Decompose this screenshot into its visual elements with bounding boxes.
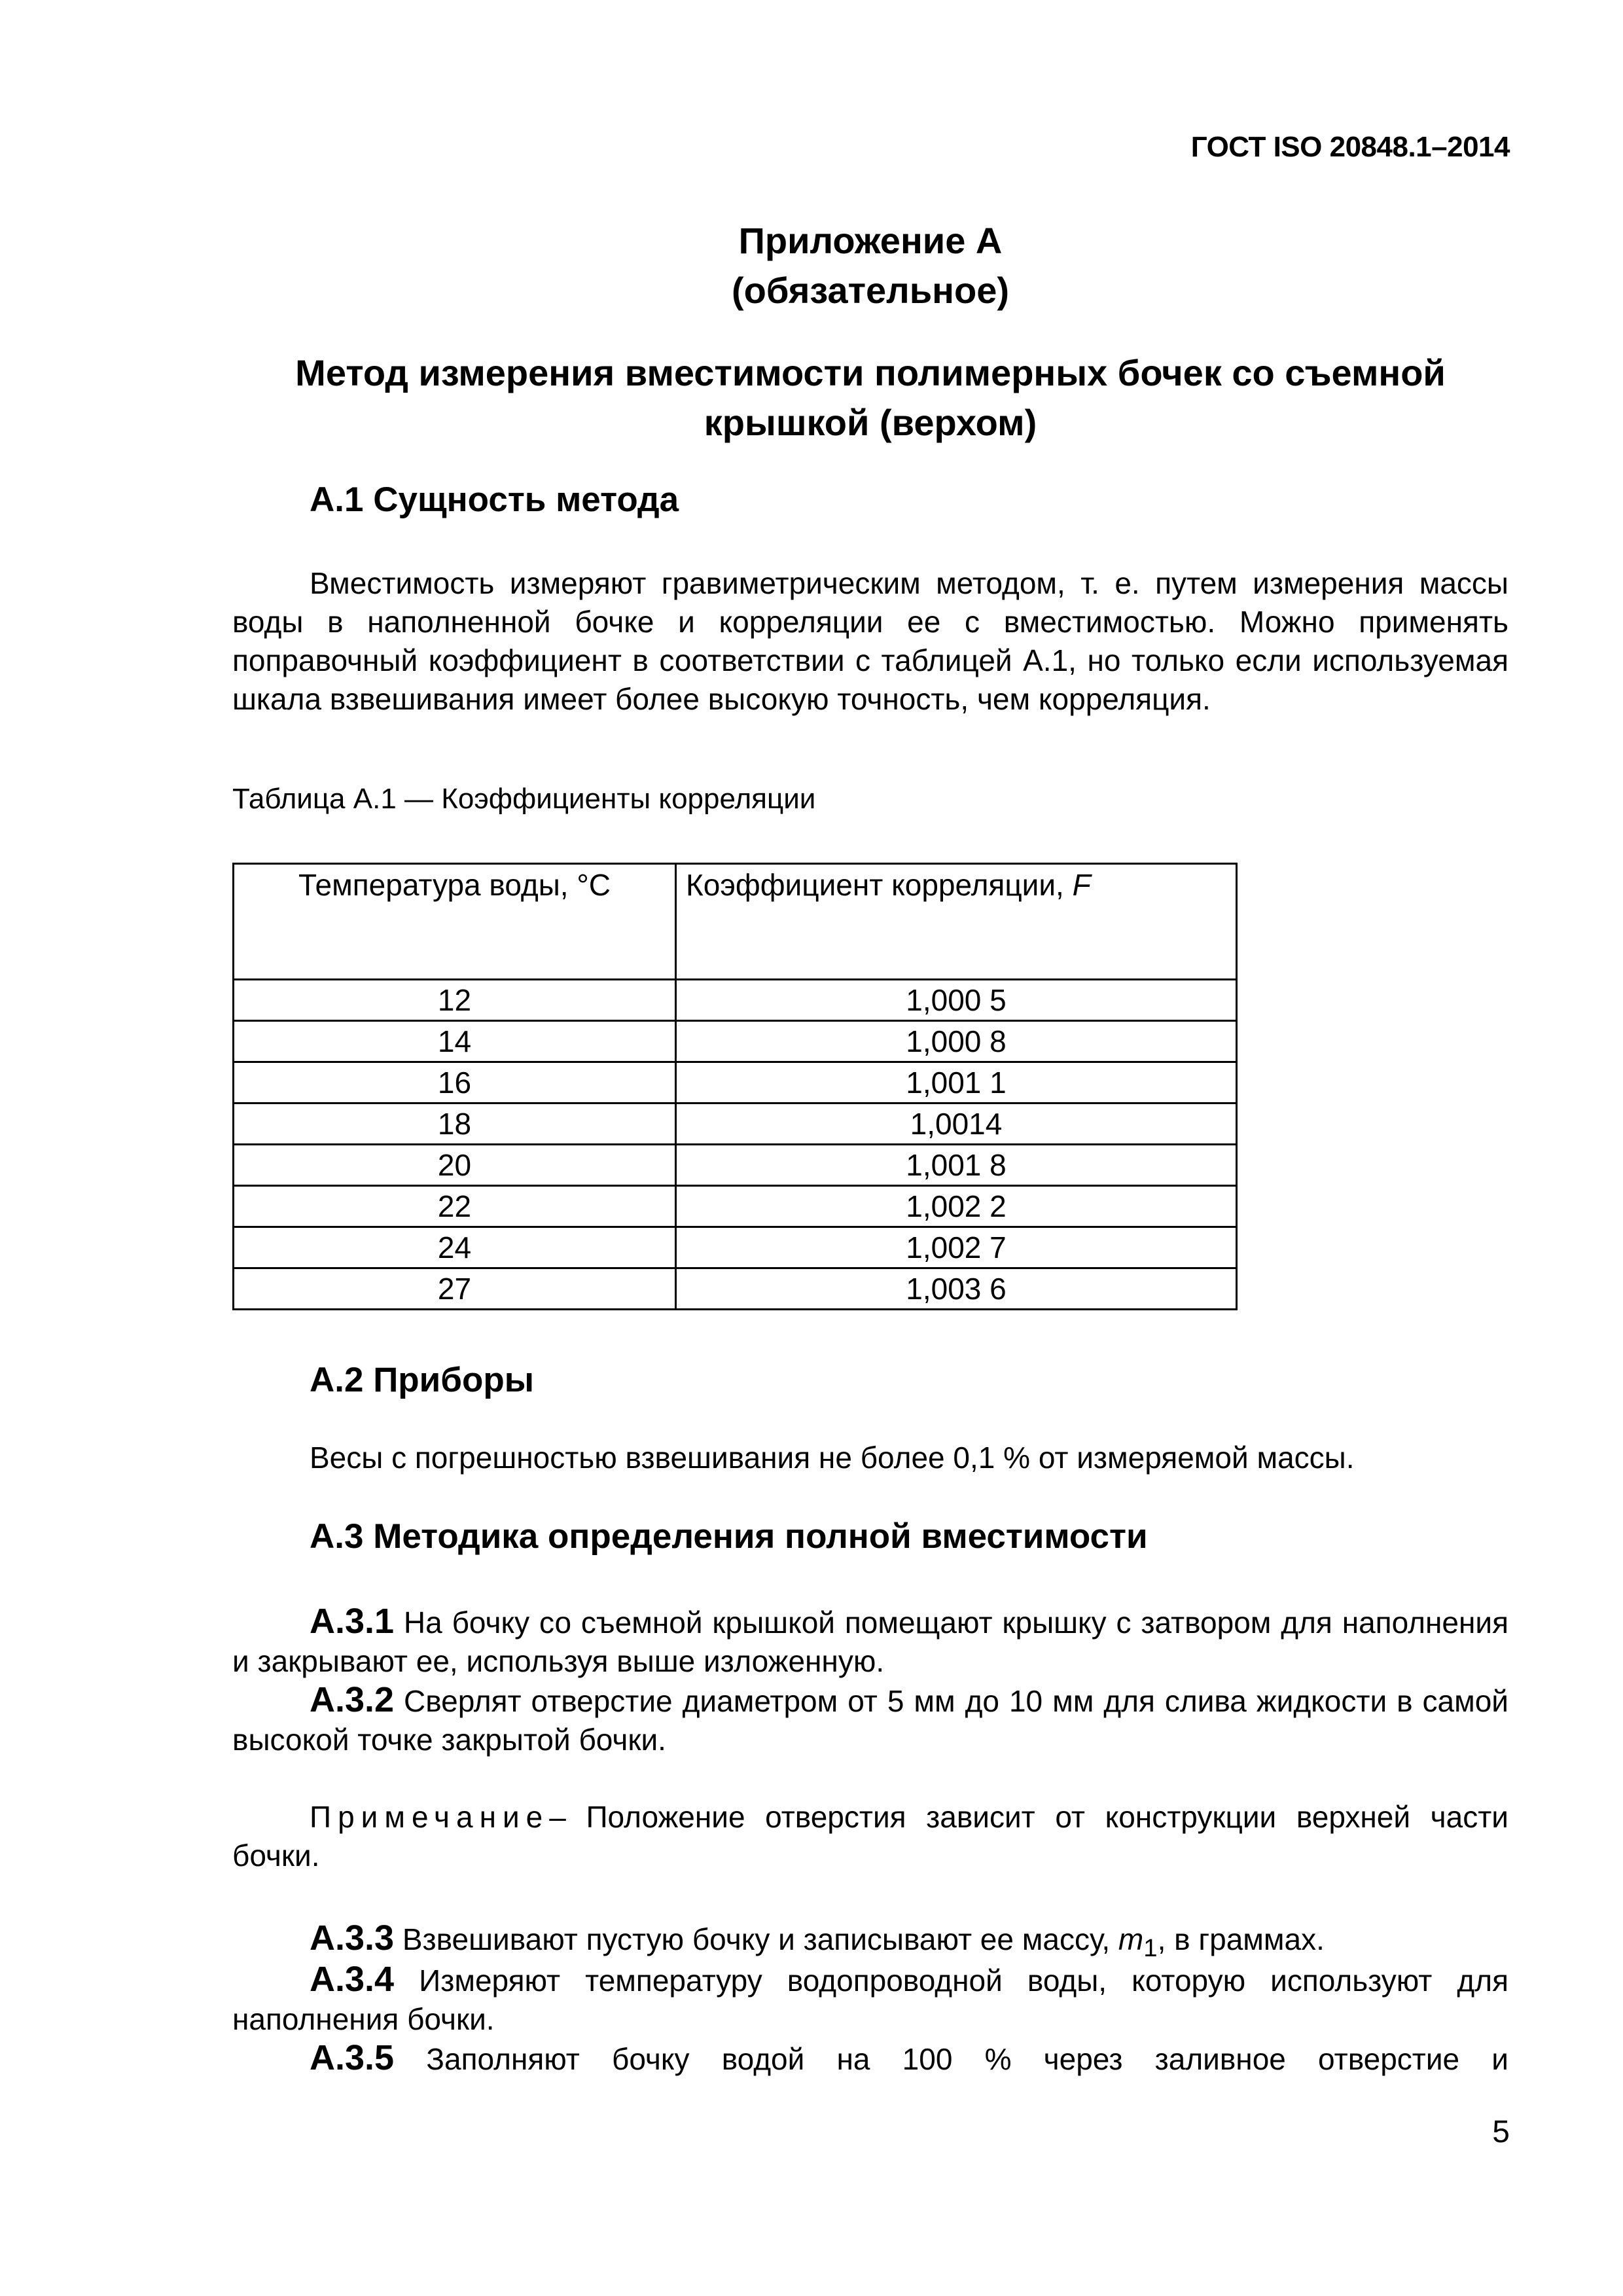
- annex-title: [232, 216, 1508, 315]
- clause-a3-4: [232, 1960, 1508, 2039]
- annex-subject-line2: крышкой (верхом): [704, 402, 1037, 443]
- clause-number: А.3.3: [310, 1918, 395, 1958]
- coefficient-symbol: F: [1072, 868, 1091, 902]
- standard-number: ГОСТ ISO 20848.1–2014: [1190, 131, 1510, 163]
- clause-text: Взвешивают пустую бочку и записывают ее массу,: [394, 1922, 1118, 1956]
- table-row: [234, 1145, 1237, 1186]
- clause-a3-1: [232, 1602, 1508, 1681]
- col-header-temperature: Температура воды, °С: [234, 864, 676, 980]
- clause-number: А.3.2: [310, 1680, 395, 1719]
- col-header-coefficient: [676, 864, 1237, 980]
- temperature-cell: 16: [234, 1062, 676, 1103]
- note-text: – Положение отверстия зависит от конструкции верхней части бочки.: [232, 1800, 1508, 1873]
- section-a2-heading: А.2 Приборы: [310, 1361, 534, 1399]
- table-row: [234, 1103, 1237, 1145]
- annex-status: (обязательное): [731, 270, 1010, 311]
- temperature-cell: 12: [234, 980, 676, 1021]
- annex-subject: [232, 348, 1508, 448]
- coefficient-cell: 1,001 8: [676, 1145, 1237, 1186]
- section-a1-heading: А.1 Сущность метода: [310, 480, 679, 519]
- mass-subscript: 1: [1143, 1934, 1158, 1963]
- note-label: Примечание: [310, 1800, 550, 1834]
- clause-text-end: , в граммах.: [1157, 1922, 1325, 1956]
- clause-number: А.3.4: [310, 1960, 395, 1999]
- clause-number: А.3.5: [310, 2038, 395, 2077]
- coefficient-cell: 1,001 1: [676, 1062, 1237, 1103]
- temperature-cell: 20: [234, 1145, 676, 1186]
- correlation-table: [232, 863, 1238, 1310]
- temperature-cell: 24: [234, 1227, 676, 1268]
- clause-number: А.3.1: [310, 1602, 395, 1641]
- clause-text: Заполняют бочку водой на 100 % через заливное отверстие и: [394, 2042, 1508, 2076]
- section-a3-heading: А.3 Методика определения полной вместимости: [310, 1517, 1148, 1556]
- section-a2-text: Весы с погрешностью взвешивания не более 0,1 % от измеряемой массы.: [310, 1441, 1355, 1475]
- mass-symbol: m: [1118, 1922, 1144, 1956]
- section-a1-text: Вместимость измеряют гравиметрическим методом, т. е. путем измерения массы воды в наполненной бочке и корреляции ее с вместимостью. Можно применять поправочный коэффициент в соответствии с таблицей А.1, но только если используемая шкала взвешивания имеет более высокую точность, чем корреляция.: [232, 566, 1508, 716]
- coefficient-cell: 1,002 7: [676, 1227, 1237, 1268]
- temperature-cell: 14: [234, 1021, 676, 1062]
- page-number: 5: [1492, 2115, 1510, 2149]
- annex-subject-line1: Метод измерения вместимости полимерных бочек со съемной: [295, 352, 1446, 393]
- temperature-cell: 27: [234, 1268, 676, 1310]
- table-row: [234, 1268, 1237, 1310]
- annex-label: Приложение А: [738, 220, 1003, 261]
- coefficient-cell: 1,000 8: [676, 1021, 1237, 1062]
- clause-a3-2: [232, 1681, 1508, 1759]
- temperature-cell: 22: [234, 1186, 676, 1227]
- coefficient-cell: 1,000 5: [676, 980, 1237, 1021]
- col-header-coefficient-text: Коэффициент корреляции,: [686, 868, 1073, 902]
- coefficient-cell: 1,002 2: [676, 1186, 1237, 1227]
- clause-text: Сверлят отверстие диаметром от 5 мм до 10 мм для слива жидкости в самой высокой точке закрытой бочки.: [232, 1684, 1508, 1757]
- table-row: [234, 1186, 1237, 1227]
- coefficient-cell: 1,0014: [676, 1103, 1237, 1145]
- table-row: [234, 1062, 1237, 1103]
- table-row: [234, 980, 1237, 1021]
- table-row: [234, 1227, 1237, 1268]
- table-caption: Таблица А.1 — Коэффициенты корреляции: [232, 783, 816, 815]
- note: [232, 1798, 1508, 1875]
- temperature-cell: 18: [234, 1103, 676, 1145]
- table-row: [234, 1021, 1237, 1062]
- clause-text: Измеряют температуру водопроводной воды, которую используют для наполнения бочки.: [232, 1964, 1508, 2036]
- clause-a3-5: [232, 2039, 1508, 2079]
- table-header-row: [234, 864, 1237, 980]
- coefficient-cell: 1,003 6: [676, 1268, 1237, 1310]
- clause-text: На бочку со съемной крышкой помещают крышку с затвором для наполнения и закрывают ее, используя выше изложенную.: [232, 1605, 1508, 1678]
